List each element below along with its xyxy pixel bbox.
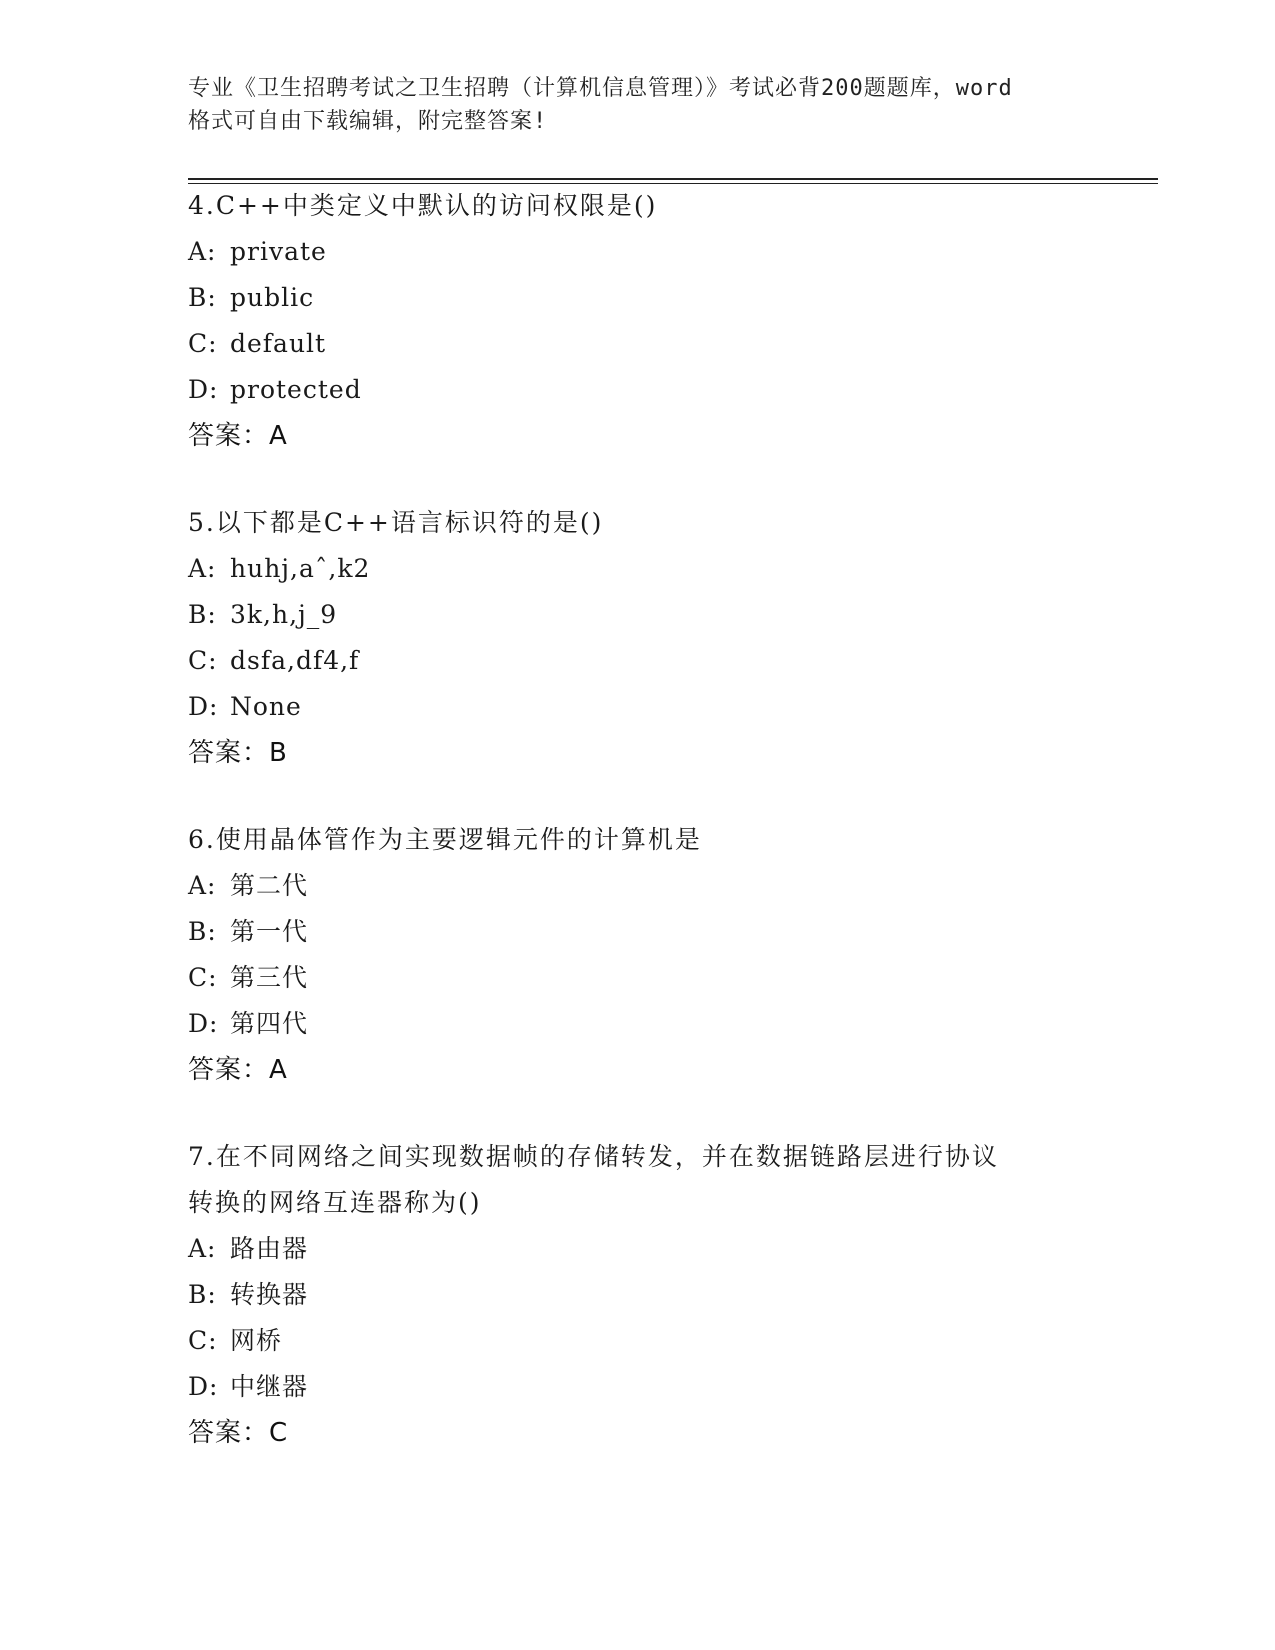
option-text: 第一代 (230, 917, 309, 946)
question-stem: 5.以下都是C++语言标识符的是() (188, 508, 604, 537)
header-line-2: 格式可自由下载编辑，附完整答案! (188, 109, 548, 134)
option-c (188, 321, 1088, 367)
question-stem: 4.C++中类定义中默认的访问权限是() (188, 191, 658, 220)
option-d (188, 367, 1088, 413)
option-text: 第三代 (230, 963, 309, 992)
option-text: 第二代 (230, 871, 309, 900)
option-d (188, 684, 1088, 730)
option-d (188, 1364, 1088, 1410)
option-key: B: (188, 600, 217, 629)
option-text: huhj,aˆ,k2 (230, 554, 371, 583)
option-key: A: (188, 554, 217, 583)
option-a (188, 229, 1088, 275)
option-text: 3k,h,j_9 (230, 600, 338, 629)
option-text: 转换器 (230, 1280, 309, 1309)
option-key: D: (188, 1009, 219, 1038)
answer-line: 答案：A (188, 1055, 288, 1085)
question-block (188, 500, 1088, 776)
option-text: dsfa,df4,f (230, 646, 360, 675)
option-b (188, 909, 1088, 955)
document-header (188, 72, 1088, 138)
question-stem-continued: 转换的网络互连器称为() (188, 1188, 482, 1217)
option-text: 中继器 (230, 1372, 309, 1401)
answer-line: 答案：B (188, 738, 288, 768)
option-key: A: (188, 871, 217, 900)
option-key: B: (188, 1280, 217, 1309)
option-text: protected (230, 375, 362, 404)
option-key: A: (188, 237, 217, 266)
option-text: private (230, 237, 327, 266)
option-key: C: (188, 1326, 218, 1355)
option-d (188, 1001, 1088, 1047)
header-divider-thick (188, 178, 1158, 180)
option-b (188, 1272, 1088, 1318)
option-c (188, 638, 1088, 684)
option-a (188, 863, 1088, 909)
header-line-1: 专业《卫生招聘考试之卫生招聘（计算机信息管理）》考试必背200题题库，word (188, 76, 1013, 101)
option-key: C: (188, 646, 218, 675)
option-key: D: (188, 375, 219, 404)
question-block (188, 183, 1088, 459)
option-c (188, 1318, 1088, 1364)
answer-line: 答案：C (188, 1418, 289, 1448)
option-key: B: (188, 283, 217, 312)
option-a (188, 1226, 1088, 1272)
answer-line: 答案：A (188, 421, 288, 451)
option-text: public (230, 283, 315, 312)
option-b (188, 592, 1088, 638)
option-key: D: (188, 692, 219, 721)
question-stem: 6.使用晶体管作为主要逻辑元件的计算机是 (188, 825, 702, 854)
option-key: C: (188, 329, 218, 358)
option-key: D: (188, 1372, 219, 1401)
option-text: 路由器 (230, 1234, 309, 1263)
option-b (188, 275, 1088, 321)
option-text: 第四代 (230, 1009, 309, 1038)
option-text: default (230, 329, 327, 358)
question-stem: 7.在不同网络之间实现数据帧的存储转发，并在数据链路层进行协议 (188, 1142, 999, 1171)
option-a (188, 546, 1088, 592)
option-key: A: (188, 1234, 217, 1263)
option-text: 网桥 (230, 1326, 283, 1355)
option-key: B: (188, 917, 217, 946)
option-c (188, 955, 1088, 1001)
option-key: C: (188, 963, 218, 992)
question-block (188, 817, 1088, 1093)
option-text: None (230, 692, 302, 721)
question-block (188, 1134, 1088, 1456)
